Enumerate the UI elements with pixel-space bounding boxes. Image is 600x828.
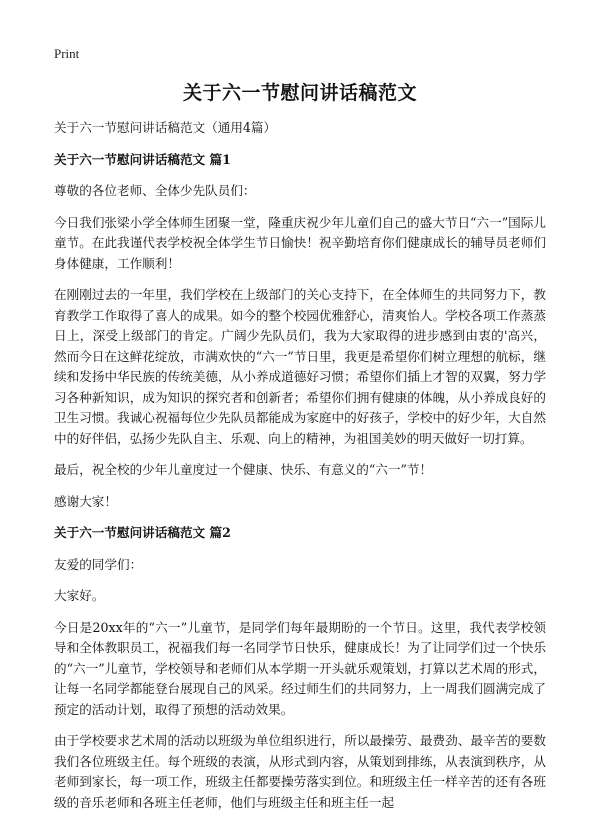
- document-subtitle: 关于六一节慰问讲话稿范文（通用4篇）: [54, 120, 277, 135]
- paragraph: 在刚刚过去的一年里，我们学校在上级部门的关心支持下，在全体师生的共同努力下，教育教学工作取得了喜人的成果。如今的整个校园优雅舒心，清爽怡人。学校各项工作蒸蒸日上，深受上级部门的肯定。广阔少先队员们，我为大家取得的进步感到由衷的'高兴，然而今日在这鲜花绽放，市满欢快的“六一”节日里，我更是希望你们树立理想的航标，继续和发扬中华民族的传统美德，从小养成道德好习惯；希望你们插上才智的双翼，努力学习各种新知识，成为知识的探究者和创新者；希望你们拥有健康的体魄，从小养成良好的卫生习惯。我诚心祝福每位少先队员都能成为家庭中的好孩子，学校中的好少年，大自然中的好伴侣，弘扬少先队自主、乐观、向上的精神，为祖国美妙的明天做好一切打算。: [54, 287, 546, 446]
- paragraph: 由于学校要求艺术周的活动以班级为单位组织进行，所以最操劳、最费劲、最辛苦的要数我们各位班级主任。每个班级的表演，从形式到内容，从策划到排练，从表演到秩序，从老师到家长，每一项工作，班级主任都要操劳落实到位。和班级主任一样辛苦的还有各班级的音乐老师和各班主任老师，他们与班级主任和班主任一起: [54, 733, 546, 810]
- paragraph: 友爱的同学们：: [54, 556, 143, 572]
- paragraph: 大家好。: [54, 588, 105, 603]
- paragraph: 尊敬的各位老师、全体少先队员们：: [54, 183, 256, 198]
- paragraph: 感谢大家！: [54, 493, 117, 509]
- paragraph: 最后，祝全校的少年儿童度过一个健康、快乐、有意义的“六一”节！: [54, 462, 433, 477]
- document-body: [54, 118, 546, 824]
- section-heading: 关于六一节慰问讲话稿范文 篇1: [54, 151, 231, 167]
- page-title: 关于六一节慰问讲话稿范文: [182, 82, 417, 104]
- print-link[interactable]: Print: [54, 46, 80, 61]
- section-heading: 关于六一节慰问讲话稿范文 篇2: [54, 525, 231, 540]
- paragraph: 今日我们张梁小学全体师生团聚一堂，隆重庆祝少年儿童们自己的盛大节日“六一”国际儿童节。在此我谨代表学校祝全体学生节日愉快！祝辛勤培育你们健康成长的辅导员老师们身体健康，工作顺利！: [54, 214, 546, 271]
- paragraph: 今日是20xx年的“六一”儿童节，是同学们每年最期盼的一个节日。这里，我代表学校领导和全体教职员工，祝福我们每一名同学节日快乐，健康成长！为了让同学们过一个快乐的“六一”儿童节，学校领导和老师们从本学期一开头就乐观策划，打算以艺术周的形式，让每一名同学都能登台展现自己的风采。经过师生们的共同努力，上一周我们圆满完成了预定的活动计划，取得了预想的活动效果。: [54, 619, 546, 717]
